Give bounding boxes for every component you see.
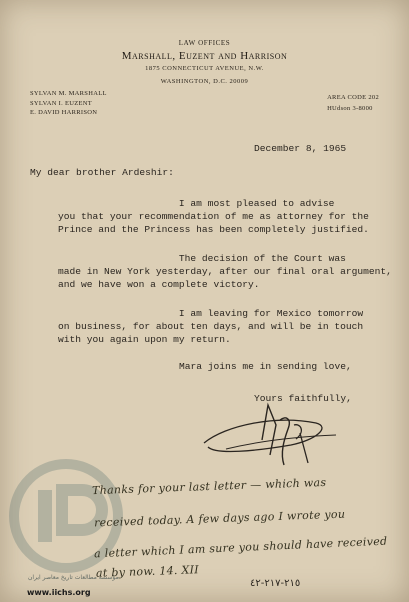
paragraph-love: Mara joins me in sending love, bbox=[179, 361, 352, 372]
phone-number: HUdson 3-8000 bbox=[327, 105, 373, 112]
letter-date: December 8, 1965 bbox=[254, 143, 347, 154]
partner-name: E. DAVID HARRISON bbox=[30, 109, 98, 116]
letterhead-address: 1875 CONNECTICUT AVENUE, N.W. bbox=[145, 65, 264, 72]
letterhead-city: WASHINGTON, D.C. 20009 bbox=[160, 78, 249, 85]
salutation: My dear brother Ardeshir: bbox=[30, 167, 174, 178]
handwritten-note-line: at by now. 14. XII bbox=[95, 563, 200, 580]
closing: Yours faithfully, bbox=[254, 393, 352, 404]
phone-block bbox=[327, 92, 379, 114]
partner-list bbox=[30, 89, 107, 118]
handwritten-note-line: received today. A few days ago I wrote you bbox=[93, 507, 346, 530]
watermark-url: www.iichs.org bbox=[27, 588, 91, 597]
partner-name: SYLVAN M. MARSHALL bbox=[30, 90, 107, 97]
area-code: AREA CODE 202 bbox=[327, 94, 379, 101]
letterhead-firm-name: Marshall, Euzent and Harrison bbox=[121, 50, 288, 62]
paragraph-decision: The decision of the Court was made in New York yesterday, after our final oral argument, and we have won a complete victory. bbox=[58, 253, 392, 291]
watermark-text: مؤسسه مطالعات تاریخ معاصر ایران bbox=[28, 574, 119, 581]
document-number: ٢١٥-٢١٧-٤٢ bbox=[250, 578, 301, 589]
handwritten-note-line: Thanks for your last letter — which was bbox=[91, 475, 327, 498]
handwritten-note-line: a letter which I am sure you should have received bbox=[93, 534, 388, 561]
handwritten-signature bbox=[196, 385, 346, 480]
paragraph-travel: I am leaving for Mexico tomorrow on business, for about ten days, and will be in touch with you again upon my return. bbox=[58, 308, 364, 346]
letterhead-office: LAW OFFICES bbox=[178, 39, 231, 47]
partner-name: SYLVAN I. EUZENT bbox=[30, 99, 93, 107]
paragraph-recommendation: I am most pleased to advise you that your recommendation of me as attorney for the Prince and the Princess has been completely justified. bbox=[58, 198, 369, 236]
